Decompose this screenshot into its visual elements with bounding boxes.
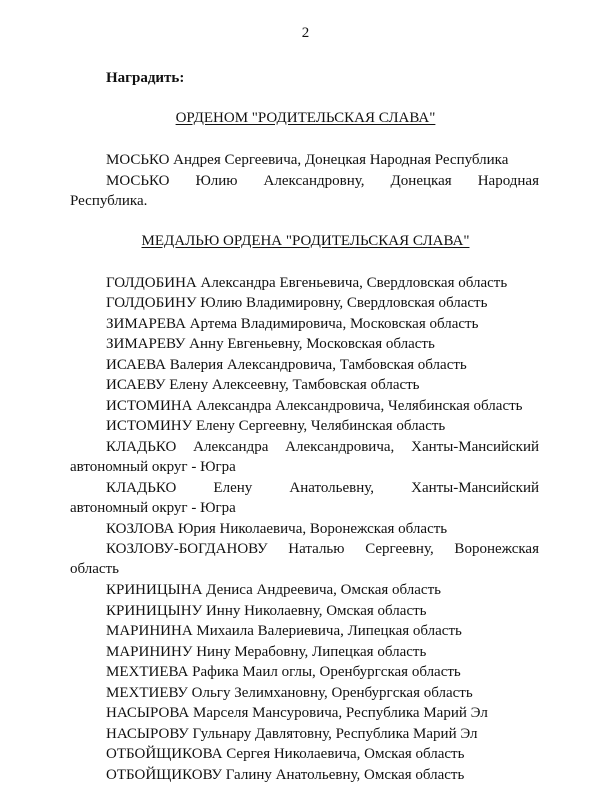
entry-text: ИСАЕВУ Елену Алексеевну, Тамбовская область (106, 377, 420, 393)
award-entry (70, 171, 539, 212)
award-entry (70, 355, 539, 375)
entry-text: ГОЛДОБИНА Александра Евгеньевича, Свердловская область (106, 275, 508, 291)
award-entry (70, 293, 539, 313)
award-entry (70, 437, 539, 478)
award-heading: Наградить: (106, 70, 185, 86)
entry-text: ГОЛДОБИНУ Юлию Владимировну, Свердловская область (106, 295, 488, 311)
award-entry (70, 642, 539, 662)
entry-text: МЕХТИЕВА Рафика Маил оглы, Оренбургская область (106, 664, 461, 680)
entry-text: КЛАДЬКО Александра Александровича, Ханты-Мансийский (106, 439, 539, 455)
entry-text: НАСЫРОВА Марселя Мансуровича, Республика Марий Эл (106, 705, 488, 721)
entry-text: МАРИНИНА Михаила Валериевича, Липецкая область (106, 623, 462, 639)
entry-text: ЗИМАРЕВУ Анну Евгеньевну, Московская область (106, 336, 435, 352)
award-entry (70, 396, 539, 416)
entry-continuation: область (70, 561, 119, 578)
entry-text: КОЗЛОВУ-БОГДАНОВУ Наталью Сергеевну, Воронежская (106, 541, 539, 557)
entry-text: ОТБОЙЩИКОВУ Галину Анатольевну, Омская область (106, 767, 465, 783)
award-entry (70, 150, 539, 170)
section-title-medal: МЕДАЛЬЮ ОРДЕНА "РОДИТЕЛЬСКАЯ СЛАВА" (141, 233, 470, 249)
award-entry (70, 601, 539, 621)
entry-continuation: Республика. (70, 193, 148, 210)
entry-text: ОТБОЙЩИКОВА Сергея Николаевича, Омская область (106, 746, 465, 762)
award-entry (70, 519, 539, 539)
entry-continuation: автономный округ - Югра (70, 459, 236, 476)
entry-text: ИСТОМИНУ Елену Сергеевну, Челябинская область (106, 418, 446, 434)
entry-text: ИСАЕВА Валерия Александровича, Тамбовская область (106, 357, 467, 373)
award-entry (70, 478, 539, 519)
award-entry (70, 765, 539, 785)
award-entry (70, 580, 539, 600)
entry-text: МЕХТИЕВУ Ольгу Зелимхановну, Оренбургская область (106, 685, 473, 701)
award-entry (70, 724, 539, 744)
award-entry (70, 416, 539, 436)
entry-text: КЛАДЬКО Елену Анатольевну, Ханты-Мансийский (106, 480, 539, 496)
entry-text: МОСЬКО Андрея Сергеевича, Донецкая Народная Республика (106, 152, 509, 168)
award-entry (70, 744, 539, 764)
entry-continuation: автономный округ - Югра (70, 500, 236, 517)
award-entry (70, 539, 539, 580)
entry-text: МАРИНИНУ Нину Мерабовну, Липецкая область (106, 644, 427, 660)
entry-text: КРИНИЦЫНУ Инну Николаевну, Омская область (106, 603, 427, 619)
entry-text: ЗИМАРЕВА Артема Владимировича, Московская область (106, 316, 479, 332)
entry-text: НАСЫРОВУ Гульнару Давлятовну, Республика Марий Эл (106, 726, 478, 742)
award-entry (70, 662, 539, 682)
award-entry (70, 375, 539, 395)
entry-text: МОСЬКО Юлию Александровну, Донецкая Народная (106, 173, 539, 189)
award-entry (70, 703, 539, 723)
award-entry (70, 273, 539, 293)
entry-text: КРИНИЦЫНА Дениса Андреевича, Омская область (106, 582, 441, 598)
award-entry (70, 334, 539, 354)
award-entry (70, 314, 539, 334)
entry-text: КОЗЛОВА Юрия Николаевича, Воронежская область (106, 521, 448, 537)
award-entry (70, 683, 539, 703)
award-entry (70, 621, 539, 641)
page-number: 2 (301, 25, 310, 41)
entry-text: ИСТОМИНА Александра Александровича, Челябинская область (106, 398, 523, 414)
section-title-order: ОРДЕНОМ "РОДИТЕЛЬСКАЯ СЛАВА" (175, 110, 436, 126)
